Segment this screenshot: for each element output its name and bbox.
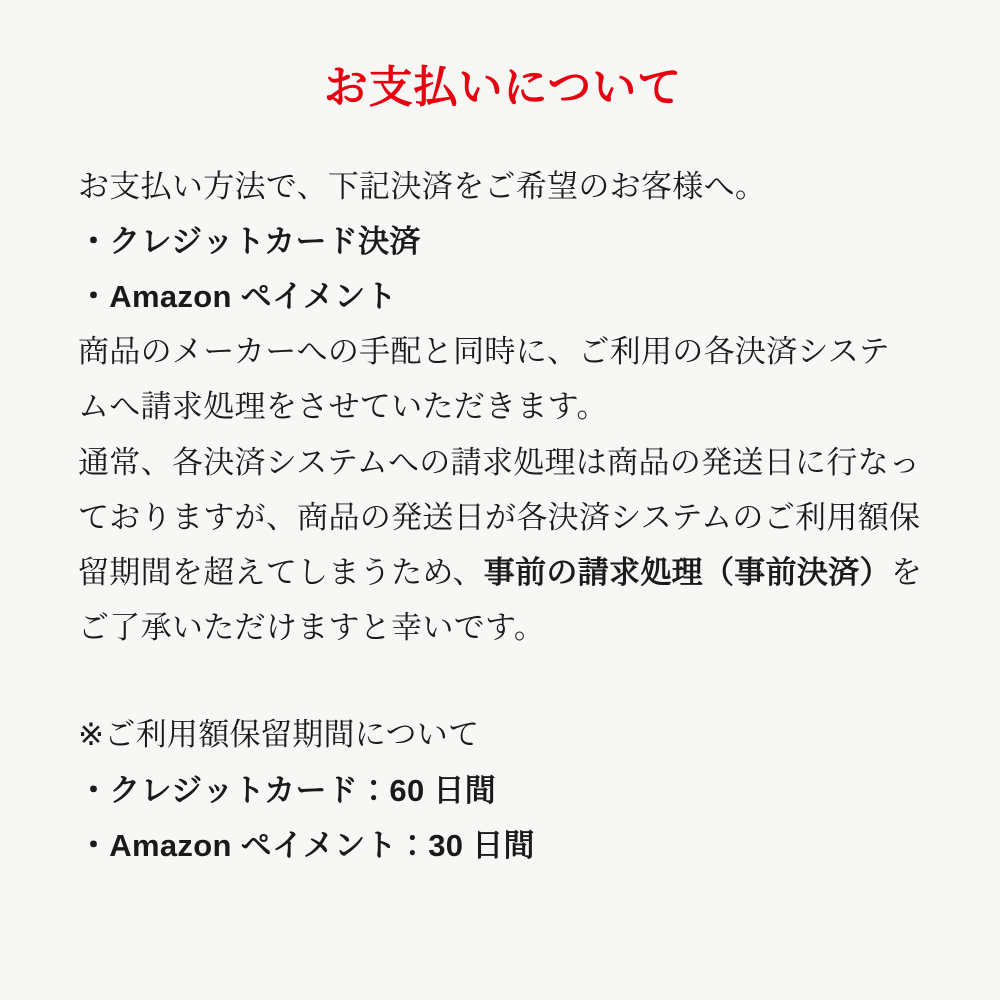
- intro-line: お支払い方法で、下記決済をご希望のお客様へ。: [78, 168, 767, 204]
- paragraph-1-line-1: 商品のメーカーへの手配と同時に、ご利用の各決済システ: [78, 334, 890, 370]
- page-title: お支払いについて: [323, 63, 683, 112]
- paragraph-2-emphasis: 事前の請求処理（事前決済）: [483, 555, 891, 590]
- notes-section: [78, 707, 928, 873]
- paragraph-2-part-2: をご了承いただけますと幸いです。: [78, 555, 923, 646]
- paragraph-2: [78, 435, 928, 656]
- paragraph-spacer: [78, 655, 928, 707]
- document-body: [78, 159, 928, 873]
- payment-method-credit-card: ・クレジットカード決済: [78, 223, 421, 259]
- paragraph-1-line-2: ムへ請求処理をさせていただきます。: [78, 389, 608, 425]
- notes-heading: ※ご利用額保留期間について: [78, 717, 480, 753]
- note-item-amazon-payment: ・Amazon ペイメント：30 日間: [78, 827, 535, 863]
- note-item-credit-card: ・クレジットカード：60 日間: [78, 772, 497, 808]
- payment-method-amazon-payment: ・Amazon ペイメント: [78, 279, 397, 315]
- paragraph-2-part-1: 通常、各決済システムへの請求処理は商品の発送日に行なっておりますが、商品の発送日が各決済システムのご利用額保留期間を超えてしまうため、: [78, 444, 921, 590]
